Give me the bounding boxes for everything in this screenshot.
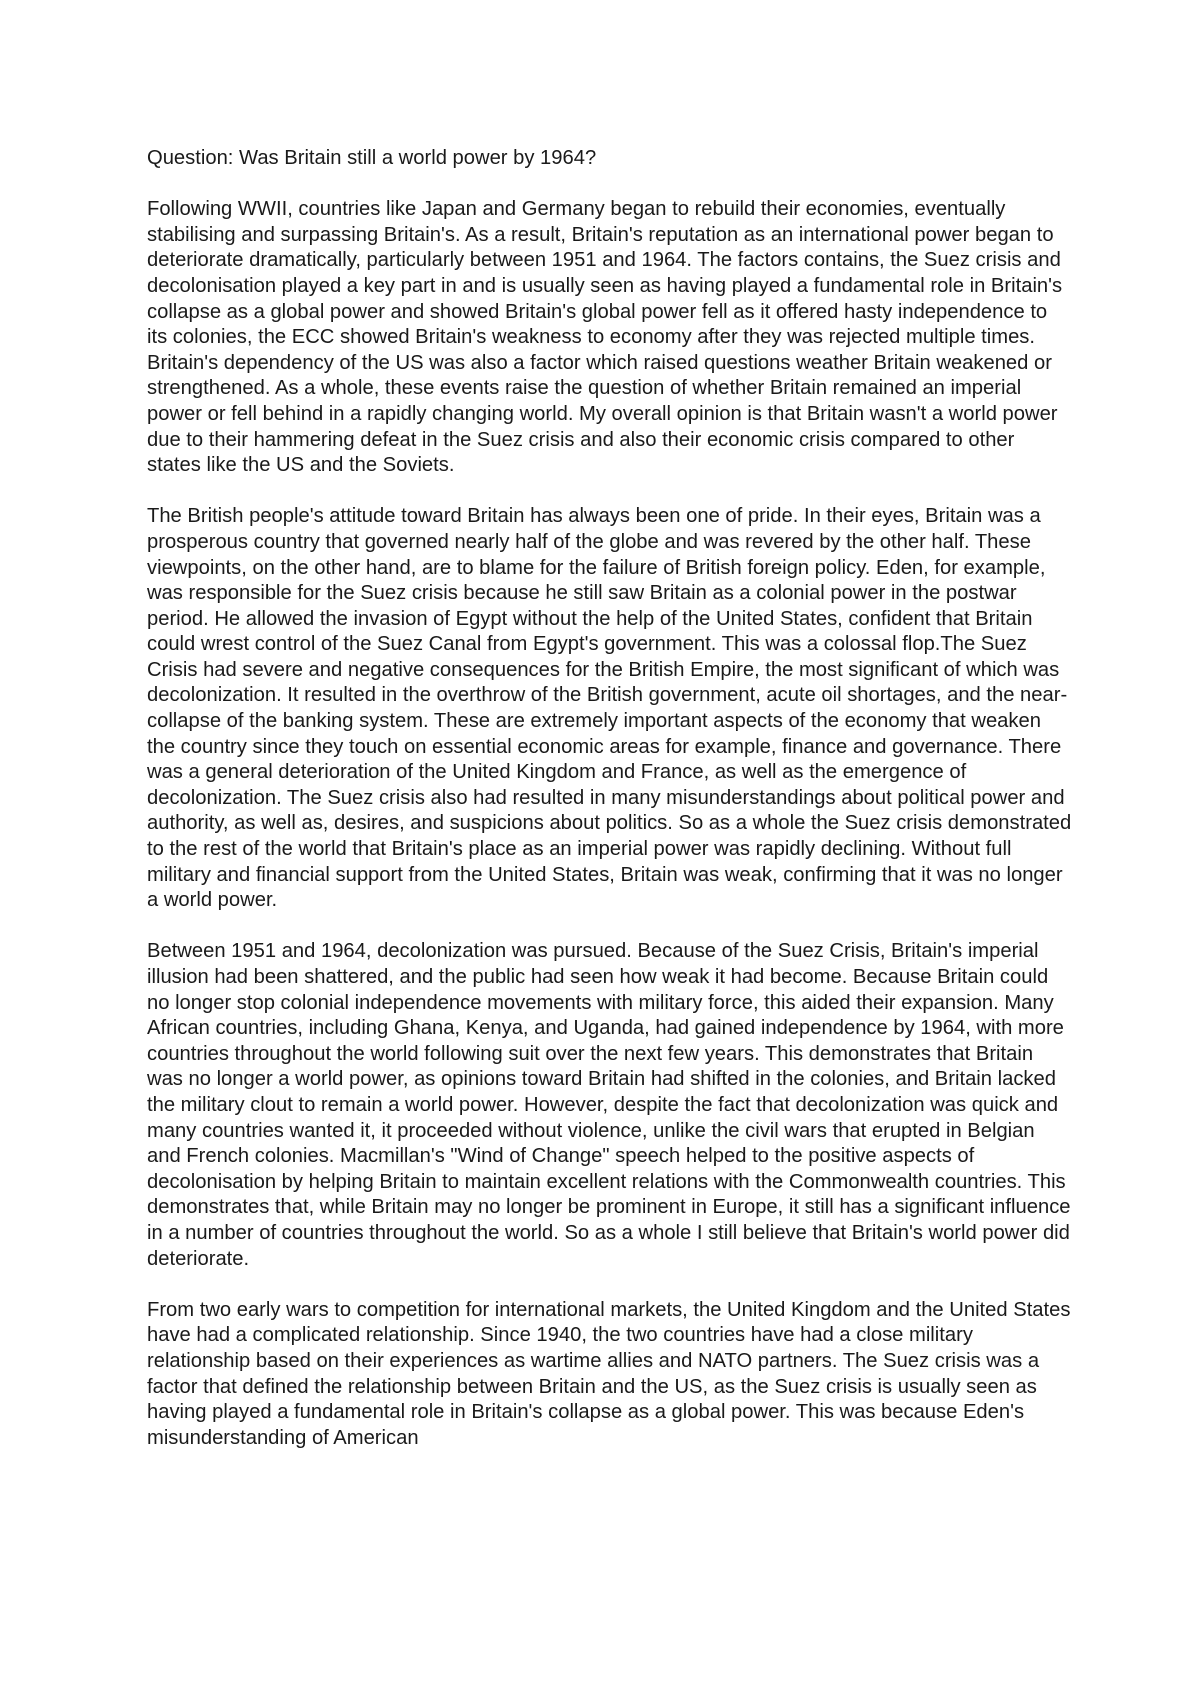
paragraph-introduction: Following WWII, countries like Japan and Germany began to rebuild their economies, eventually stabilising and surpassing Britain's. As a result, Britain's reputation as an international power began to deteriorate dramatically, particularly between 1951 and 1964. The factors contains, the Suez crisis and decolonisation played a key part in and is usually seen as having played a fundamental role in Britain's collapse as a global power and showed Britain's global power fell as it offered hasty independence to its colonies, the ECC showed Britain's weakness to economy after they was rejected multiple times. Britain's dependency of the US was also a factor which raised questions weather Britain weakened or strengthened. As a whole, these events raise the question of whether Britain remained an imperial power or fell behind in a rapidly changing world. My overall opinion is that Britain wasn't a world power due to their hammering defeat in the Suez crisis and also their economic crisis compared to other states like the US and the Soviets.	[147, 198, 1063, 477]
paragraph-suez-crisis: The British people's attitude toward Britain has always been one of pride. In their eyes, Britain was a prosperous country that governed nearly half of the globe and was revered by the other half. These viewpoints, on the other hand, are to blame for the failure of British foreign policy. Eden, for example, was responsible for the Suez crisis because he still saw Britain as a colonial power in the postwar period. He allowed the invasion of Egypt without the help of the United States, confident that Britain could wrest control of the Suez Canal from Egypt's government. This was a colossal flop.The Suez Crisis had severe and negative consequences for the British Empire, the most significant of which was decolonization. It resulted in the overthrow of the British government, acute oil shortages, and the near-collapse of the banking system. These are extremely important aspects of the economy that weaken the country since they touch on essential economic areas for example, finance and governance. There was a general deterioration of the United Kingdom and France, as well as the emergence of decolonization. The Suez crisis also had resulted in many misunderstandings about political power and authority, as well as, desires, and suspicions about politics. So as a whole the Suez crisis demonstrated to the rest of the world that Britain's place as an imperial power was rapidly declining. Without full military and financial support from the United States, Britain was weak, confirming that it was no longer a world power.	[147, 505, 1072, 912]
question-heading: Question: Was Britain still a world power by 1964?	[147, 147, 597, 169]
paragraph-us-relationship: From two early wars to competition for international markets, the United Kingdom and the United States have had a complicated relationship. Since 1940, the two countries have had a close military relationship based on their experiences as wartime allies and NATO partners. The Suez crisis was a factor that defined the relationship between Britain and the US, as the Suez crisis is usually seen as having played a fundamental role in Britain's collapse as a global power. This was because Eden's misunderstanding of American	[147, 1298, 1071, 1449]
document-body	[147, 146, 1072, 1451]
paragraph-decolonization: Between 1951 and 1964, decolonization was pursued. Because of the Suez Crisis, Britain's imperial illusion had been shattered, and the public had seen how weak it had become. Because Britain could no longer stop colonial independence movements with military force, this aided their expansion. Many African countries, including Ghana, Kenya, and Uganda, had gained independence by 1964, with more countries throughout the world following suit over the next few years. This demonstrates that Britain was no longer a world power, as opinions toward Britain had shifted in the colonies, and Britain lacked the military clout to remain a world power. However, despite the fact that decolonization was quick and many countries wanted it, it proceeded without violence, unlike the civil wars that erupted in Belgian and French colonies. Macmillan's "Wind of Change" speech helped to the positive aspects of decolonisation by helping Britain to maintain excellent relations with the Commonwealth countries. This demonstrates that, while Britain may no longer be prominent in Europe, it still has a significant influence in a number of countries throughout the world. So as a whole I still believe that Britain's world power did deteriorate.	[147, 940, 1071, 1270]
